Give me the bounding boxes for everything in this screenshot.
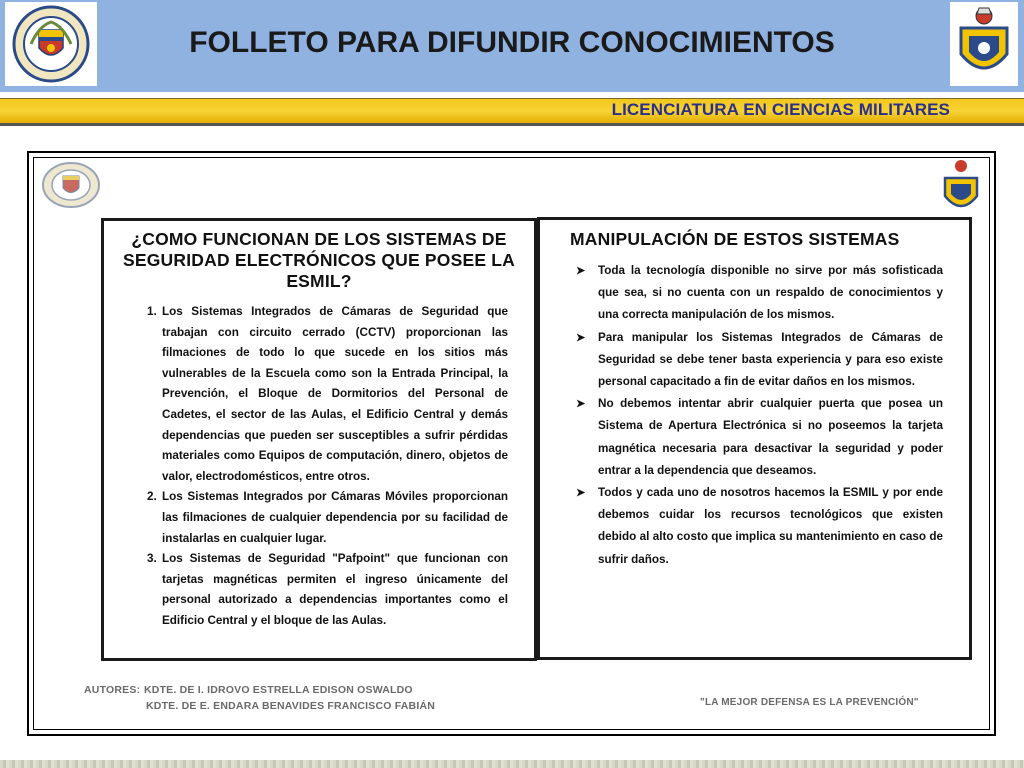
- author-name: KDTE. DE E. ENDARA BENAVIDES FRANCISCO FABIÁN: [146, 700, 436, 712]
- bottom-texture-strip: [0, 760, 1024, 768]
- list-item-text: Para manipular los Sistemas Integrados de Cámaras de Seguridad se debe tener basta experiencia y para eso existe personal capacitado a fin de evitar daños en los mismos.: [598, 330, 943, 389]
- brochure-seal-logo: [40, 160, 102, 210]
- slide-header: [0, 0, 1024, 92]
- list-item: [576, 327, 943, 394]
- list-item-text: Todos y cada uno de nosotros hacemos la ESMIL y por ende debemos cuidar los recursos tecnológicos que existen debido al alto costo que implica su mantenimiento en caso de sufrir daños.: [598, 486, 943, 566]
- authors-block: [84, 682, 435, 714]
- authors-label: AUTORES:: [84, 684, 141, 696]
- page-subtitle: LICENCIATURA EN CIENCIAS MILITARES: [611, 100, 950, 119]
- right-info-box: [537, 217, 972, 660]
- crest-icon: [953, 4, 1015, 84]
- arrowhead-bullet-icon: ➤: [576, 331, 586, 344]
- list-item: [576, 260, 943, 327]
- seal-icon: [41, 161, 101, 209]
- arrowhead-bullet-icon: ➤: [576, 265, 586, 277]
- list-item: 1. Los Sistemas Integrados de Cámaras de Seguridad que trabajan con circuito cerrado (CCTV) proporcionan las filmaciones de todo lo que sucede en los sitios más vulnerables de la Escuela como son la Entrada Principal, la Prevención, el Bloque de Dormitorios del Personal de Cadetes, el sector de las Aulas, el Edificio Central y demás dependencias que pueden ser susceptibles a sufrir pérdidas materiales como Equipos de computación, dinero, objetos de valor, electrodomésticos, entre otros.: [160, 302, 508, 487]
- arrowhead-bullet-icon: ➤: [576, 487, 586, 500]
- list-item-text: Toda la tecnología disponible no sirve por más sofisticada que sea, si no cuenta con un respaldo de conocimientos y una correcta manipulación de los mismos.: [598, 264, 943, 322]
- handling-list: [574, 260, 943, 571]
- list-item: [576, 393, 943, 482]
- right-box-title: MANIPULACIÓN DE ESTOS SISTEMAS: [570, 229, 900, 249]
- page-title: FOLLETO PARA DIFUNDIR CONOCIMIENTOS: [189, 26, 835, 59]
- crest-icon: [939, 158, 983, 218]
- systems-list: [138, 302, 508, 632]
- arrowhead-bullet-icon: ➤: [576, 398, 586, 411]
- school-crest-logo: [950, 2, 1018, 86]
- left-box-title: ¿COMO FUNCIONAN DE LOS SISTEMAS DE SEGURIDAD ELECTRÓNICOS QUE POSEE LA ESMIL?: [122, 229, 516, 291]
- list-item: [576, 482, 943, 571]
- list-item-text: No debemos intentar abrir cualquier puerta que posea un Sistema de Apertura Electrónica si no poseemos la tarjeta magnética necesaria para desactivar la seguridad y poder entrar a la dependencia que deseamos.: [598, 397, 943, 477]
- author-name: KDTE. DE I. IDROVO ESTRELLA EDISON OSWALDO: [144, 684, 413, 696]
- list-item: 3. Los Sistemas de Seguridad "Pafpoint" que funcionan con tarjetas magnéticas permiten el ingreso únicamente del personal autorizado a dependencias importantes como el Edificio Central y el bloque de las Aulas.: [160, 549, 508, 631]
- list-item: 2. Los Sistemas Integrados por Cámaras Móviles proporcionan las filmaciones de cualquier dependencia por su facilidad de instalarlas en cualquier lugar.: [160, 487, 508, 549]
- brochure-crest-logo: [938, 158, 984, 218]
- left-info-box: [101, 218, 537, 661]
- band-underline: [0, 123, 1024, 126]
- motto-text: "LA MEJOR DEFENSA ES LA PREVENCIÓN": [700, 697, 919, 708]
